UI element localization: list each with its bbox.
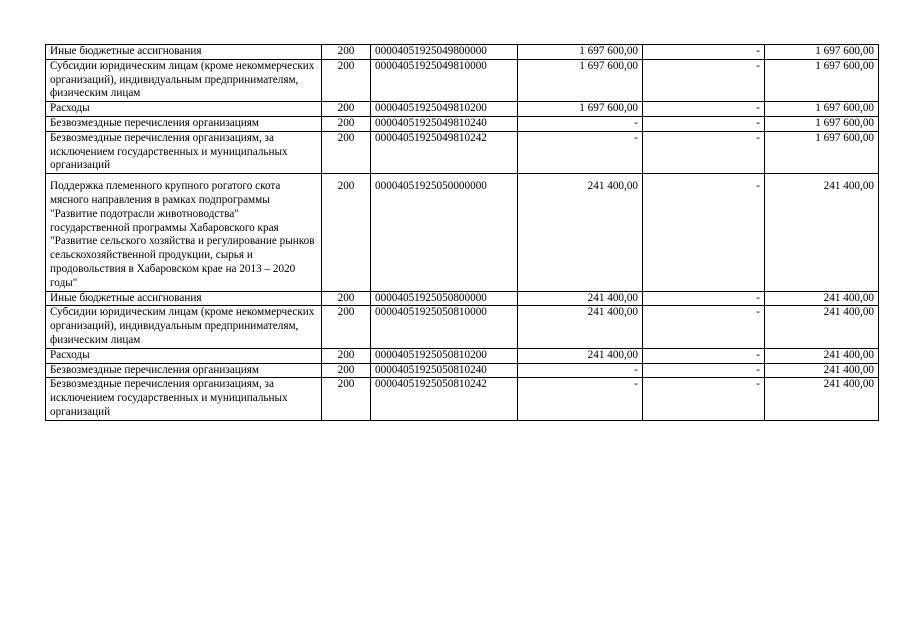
row-rest: 241 400,00 xyxy=(765,348,879,363)
row-rest: 241 400,00 xyxy=(765,174,879,291)
table-row xyxy=(46,378,879,420)
row-exec: - xyxy=(643,45,765,60)
row-code: 200 xyxy=(322,45,371,60)
row-rest: 241 400,00 xyxy=(765,378,879,420)
row-plan: 1 697 600,00 xyxy=(518,59,643,101)
row-rest: 241 400,00 xyxy=(765,291,879,306)
table-row xyxy=(46,174,879,291)
table-row xyxy=(46,306,879,348)
row-kbk: 00004051925050810240 xyxy=(371,363,518,378)
row-exec: - xyxy=(643,306,765,348)
row-code: 200 xyxy=(322,291,371,306)
row-code: 200 xyxy=(322,59,371,101)
row-plan: 241 400,00 xyxy=(518,291,643,306)
row-rest: 1 697 600,00 xyxy=(765,59,879,101)
row-kbk: 00004051925049810000 xyxy=(371,59,518,101)
row-exec: - xyxy=(643,59,765,101)
row-plan: 1 697 600,00 xyxy=(518,45,643,60)
row-name: Поддержка племенного крупного рогатого скота мясного направления в рамках подпрограммы "Развитие подотрасли животноводства" государственной программы Хабаровского края "Развитие сельского хозяйства и регулирование рынков сельскохозяйственной продукции, сырья и продовольствия в Хабаровском крае на 2013 – 2020 годы" xyxy=(46,174,322,291)
row-plan: - xyxy=(518,363,643,378)
row-name: Расходы xyxy=(46,102,322,117)
row-exec: - xyxy=(643,116,765,131)
row-rest: 1 697 600,00 xyxy=(765,102,879,117)
row-exec: - xyxy=(643,378,765,420)
row-kbk: 00004051925049800000 xyxy=(371,45,518,60)
row-code: 200 xyxy=(322,306,371,348)
row-name: Безвозмездные перечисления организациям xyxy=(46,363,322,378)
row-name: Иные бюджетные ассигнования xyxy=(46,45,322,60)
table-row xyxy=(46,45,879,60)
table-row xyxy=(46,102,879,117)
row-code: 200 xyxy=(322,378,371,420)
row-kbk: 00004051925049810240 xyxy=(371,116,518,131)
row-name: Расходы xyxy=(46,348,322,363)
row-name: Иные бюджетные ассигнования xyxy=(46,291,322,306)
row-plan: - xyxy=(518,131,643,173)
row-kbk: 00004051925050810200 xyxy=(371,348,518,363)
table-row xyxy=(46,363,879,378)
row-plan: 1 697 600,00 xyxy=(518,102,643,117)
row-rest: 1 697 600,00 xyxy=(765,131,879,173)
row-rest: 241 400,00 xyxy=(765,306,879,348)
row-plan: 241 400,00 xyxy=(518,348,643,363)
row-rest: 241 400,00 xyxy=(765,363,879,378)
row-kbk: 00004051925049810242 xyxy=(371,131,518,173)
row-exec: - xyxy=(643,102,765,117)
row-code: 200 xyxy=(322,116,371,131)
row-code: 200 xyxy=(322,131,371,173)
row-name: Субсидии юридическим лицам (кроме некоммерческих организаций), индивидуальным предпринимателям, физическим лицам xyxy=(46,306,322,348)
row-exec: - xyxy=(643,131,765,173)
table-row xyxy=(46,291,879,306)
row-code: 200 xyxy=(322,363,371,378)
row-name: Безвозмездные перечисления организациям xyxy=(46,116,322,131)
row-exec: - xyxy=(643,291,765,306)
row-code: 200 xyxy=(322,102,371,117)
row-name: Субсидии юридическим лицам (кроме некоммерческих организаций), индивидуальным предпринимателям, физическим лицам xyxy=(46,59,322,101)
row-name: Безвозмездные перечисления организациям, за исключением государственных и муниципальных организаций xyxy=(46,378,322,420)
row-code: 200 xyxy=(322,174,371,291)
row-plan: 241 400,00 xyxy=(518,174,643,291)
table-row xyxy=(46,348,879,363)
row-exec: - xyxy=(643,174,765,291)
row-rest: 1 697 600,00 xyxy=(765,45,879,60)
budget-table xyxy=(45,44,879,421)
row-code: 200 xyxy=(322,348,371,363)
table-row xyxy=(46,116,879,131)
row-kbk: 00004051925050000000 xyxy=(371,174,518,291)
table-row xyxy=(46,131,879,173)
row-kbk: 00004051925050810242 xyxy=(371,378,518,420)
row-plan: 241 400,00 xyxy=(518,306,643,348)
row-kbk: 00004051925050800000 xyxy=(371,291,518,306)
row-plan: - xyxy=(518,378,643,420)
row-exec: - xyxy=(643,363,765,378)
row-name: Безвозмездные перечисления организациям, за исключением государственных и муниципальных организаций xyxy=(46,131,322,173)
row-rest: 1 697 600,00 xyxy=(765,116,879,131)
row-kbk: 00004051925050810000 xyxy=(371,306,518,348)
row-kbk: 00004051925049810200 xyxy=(371,102,518,117)
row-exec: - xyxy=(643,348,765,363)
row-plan: - xyxy=(518,116,643,131)
table-row xyxy=(46,59,879,101)
